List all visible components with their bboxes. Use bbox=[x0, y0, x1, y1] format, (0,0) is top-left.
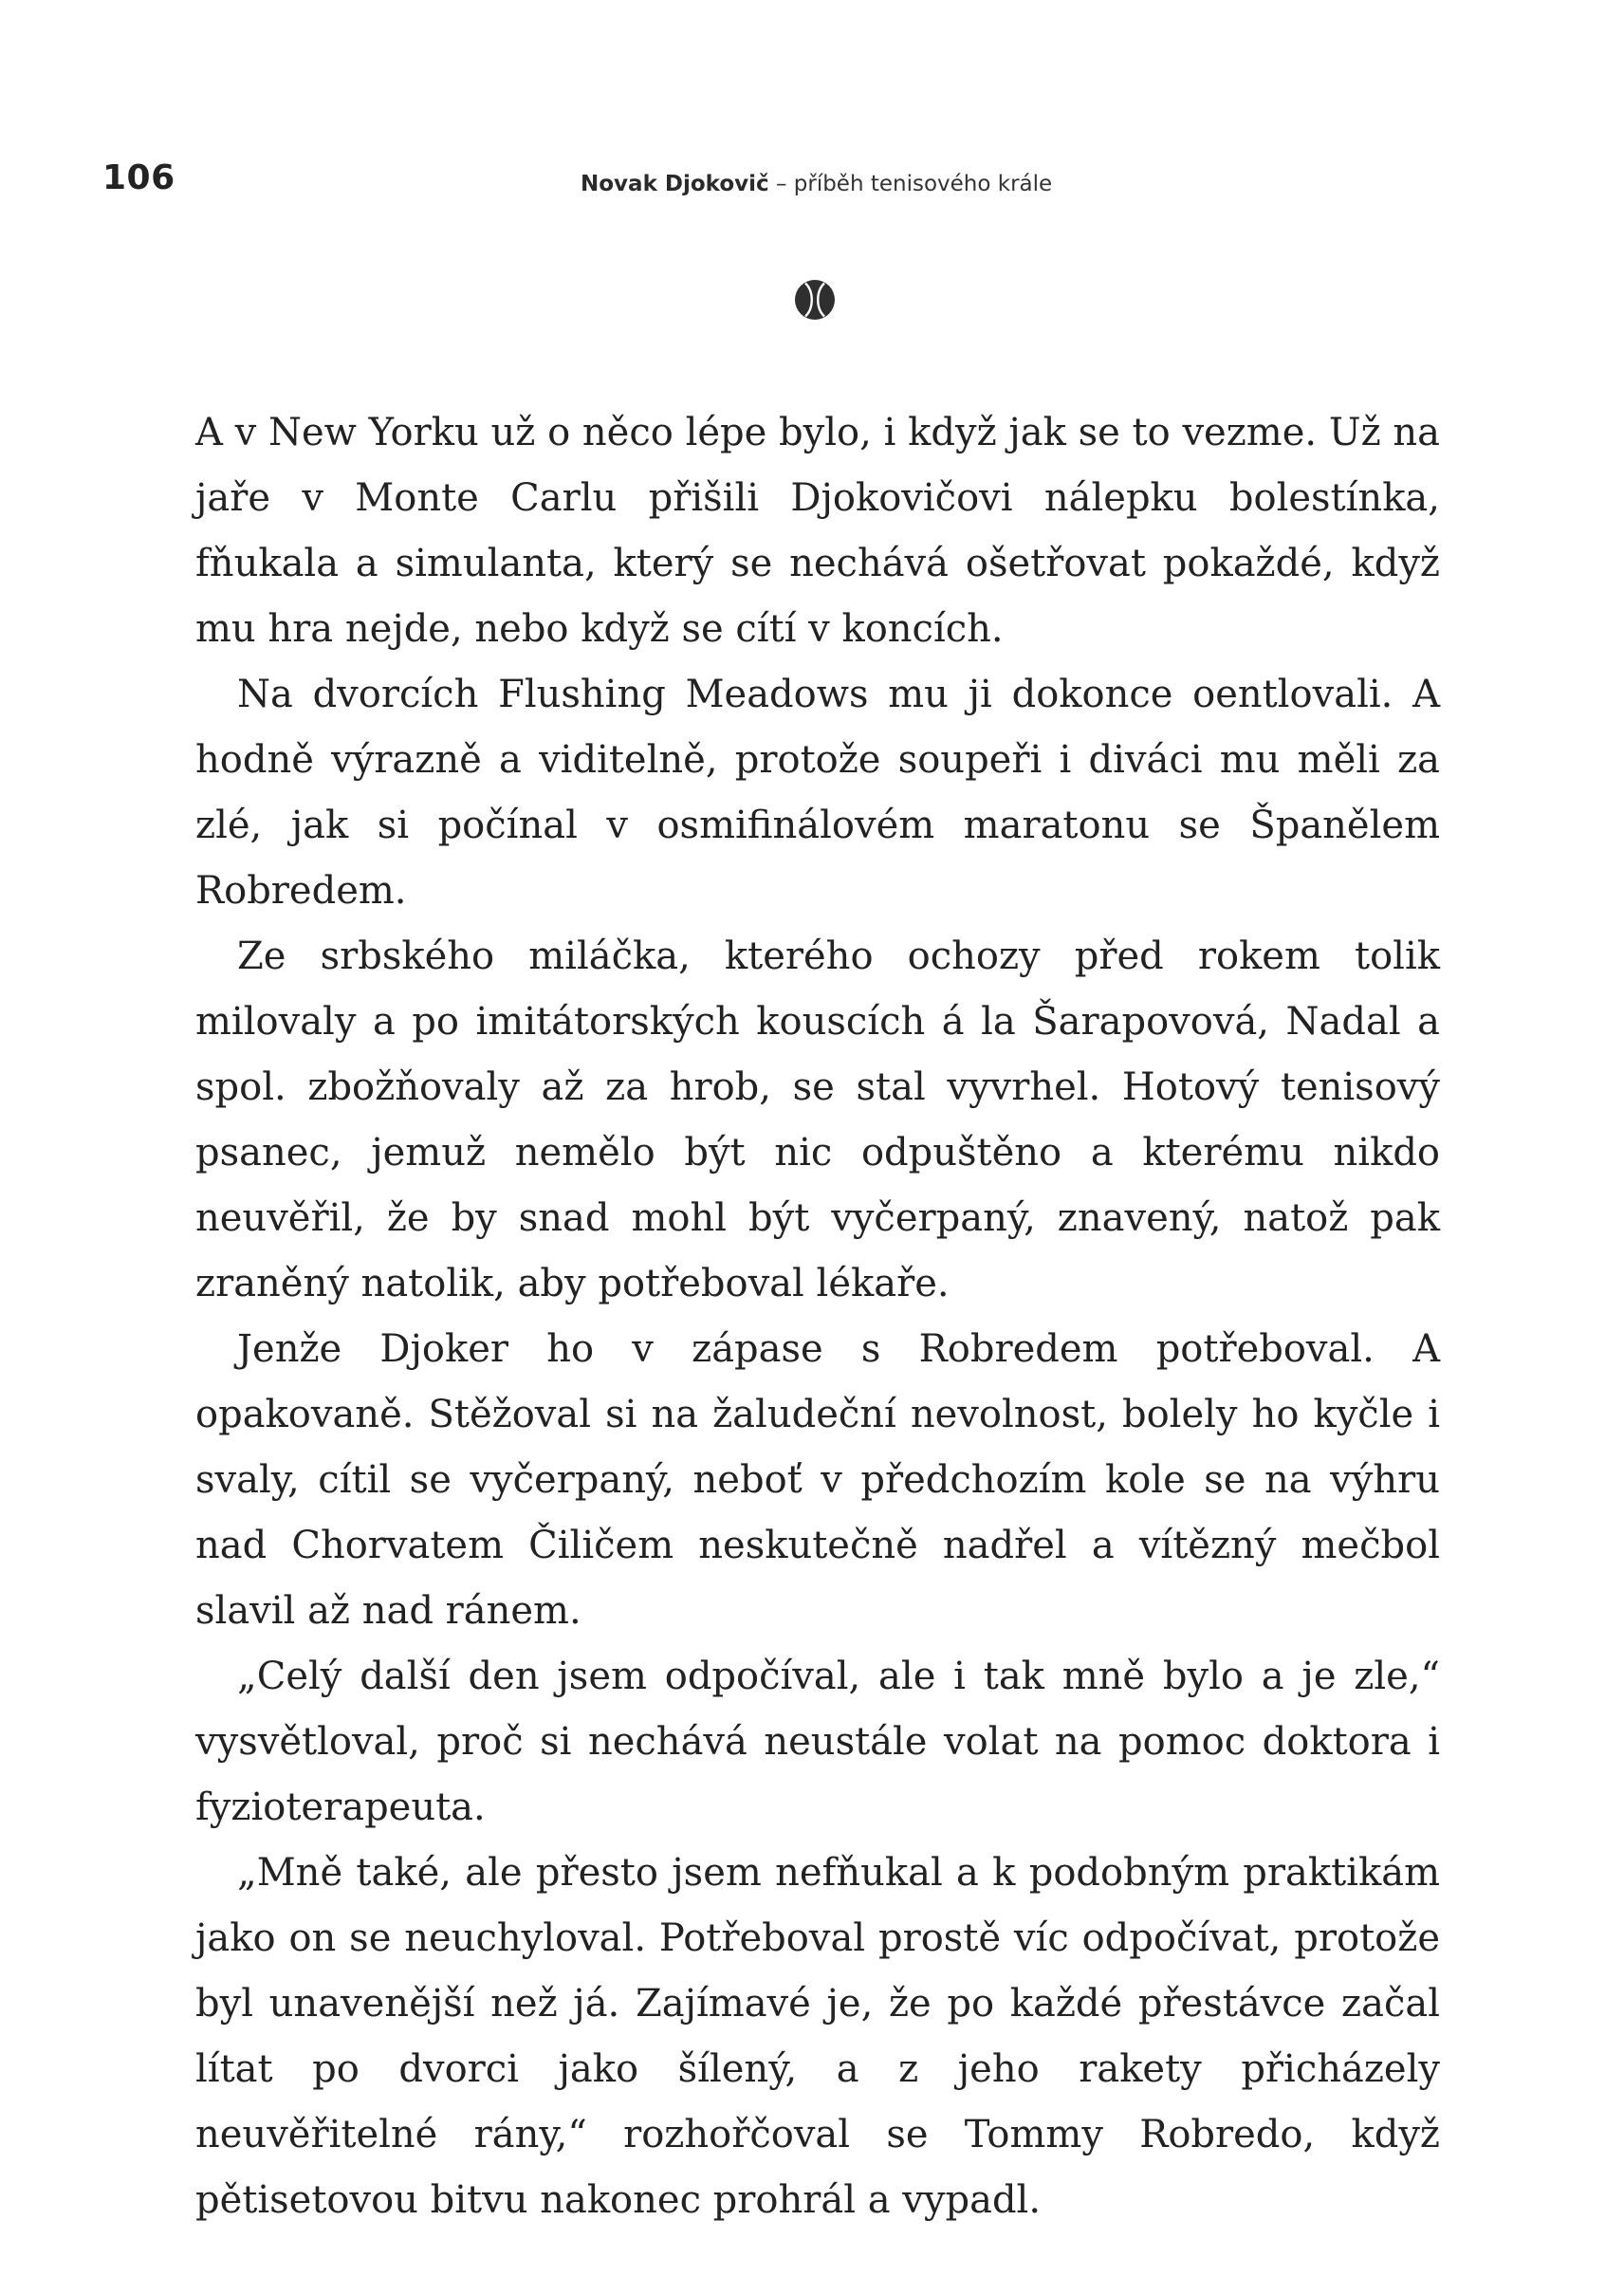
paragraph: „Mně také, ale přesto jsem nefňukal a k podobným praktikám jako on se neuchyloval. Potřeboval prostě víc odpočívat, protože byl unavenější než já. Zajímavé je, že po každé přestávce začal lítat po dvorci jako šílený, a z jeho rakety přicházely neuvěřitelné rány,“ rozhořčoval se Tommy Robredo, když pětisetovou bitvu nakonec prohrál a vypadl. bbox=[195, 1851, 1440, 2222]
paragraph: A v New Yorku už o něco lépe bylo, i když jak se to vezme. Už na jaře v Monte Carlu přišili Djokovičovi nálepku bolestínka, fňukala a simulanta, který se nechává ošetřovat pokaždé, když mu hra nejde, nebo když se cítí v koncích. bbox=[195, 411, 1440, 651]
tennis-ball-icon bbox=[793, 278, 837, 322]
paragraph: Ze srbského miláčka, kterého ochozy před rokem tolik milovaly a po imitátorských kouscích á la Šarapovová, Nadal a spol. zbožňovaly až za hrob, se stal vyvrhel. Hotový tenisový psanec, jemuž nemělo být nic odpuštěno a kterému nikdo neuvěřil, že by snad mohl být vyčerpaný, znavený, natož pak zraněný natolik, aby potřeboval lékaře. bbox=[195, 934, 1440, 1305]
page-number: 106 bbox=[102, 158, 175, 197]
running-head-separator: – bbox=[768, 172, 794, 196]
paragraph: Jenže Djoker ho v zápase s Robredem potřeboval. A opakovaně. Stěžoval si na žaludeční nevolnost, bolely ho kyčle i svaly, cítil se vyčerpaný, neboť v předchozím kole se na výhru nad Chorvatem Čiličem neskutečně nadřel a vítězný mečbol slavil až nad ránem. bbox=[195, 1327, 1440, 1633]
running-head-author: Novak Djokovič bbox=[581, 172, 769, 196]
paragraph: „Celý další den jsem odpočíval, ale i tak mně bylo a je zle,“ vysvětloval, proč si nechává neustále volat na pomoc doktora i fyzioterapeuta. bbox=[195, 1655, 1440, 1829]
running-head bbox=[581, 174, 1052, 195]
body-text bbox=[195, 400, 1440, 2233]
running-head-subtitle: příběh tenisového krále bbox=[793, 172, 1053, 196]
paragraph: Na dvorcích Flushing Meadows mu ji dokonce oentlovali. A hodně výrazně a viditelně, protože soupeři i diváci mu měli za zlé, jak si počínal v osmifinálovém maratonu se Španělem Robredem. bbox=[195, 673, 1440, 913]
